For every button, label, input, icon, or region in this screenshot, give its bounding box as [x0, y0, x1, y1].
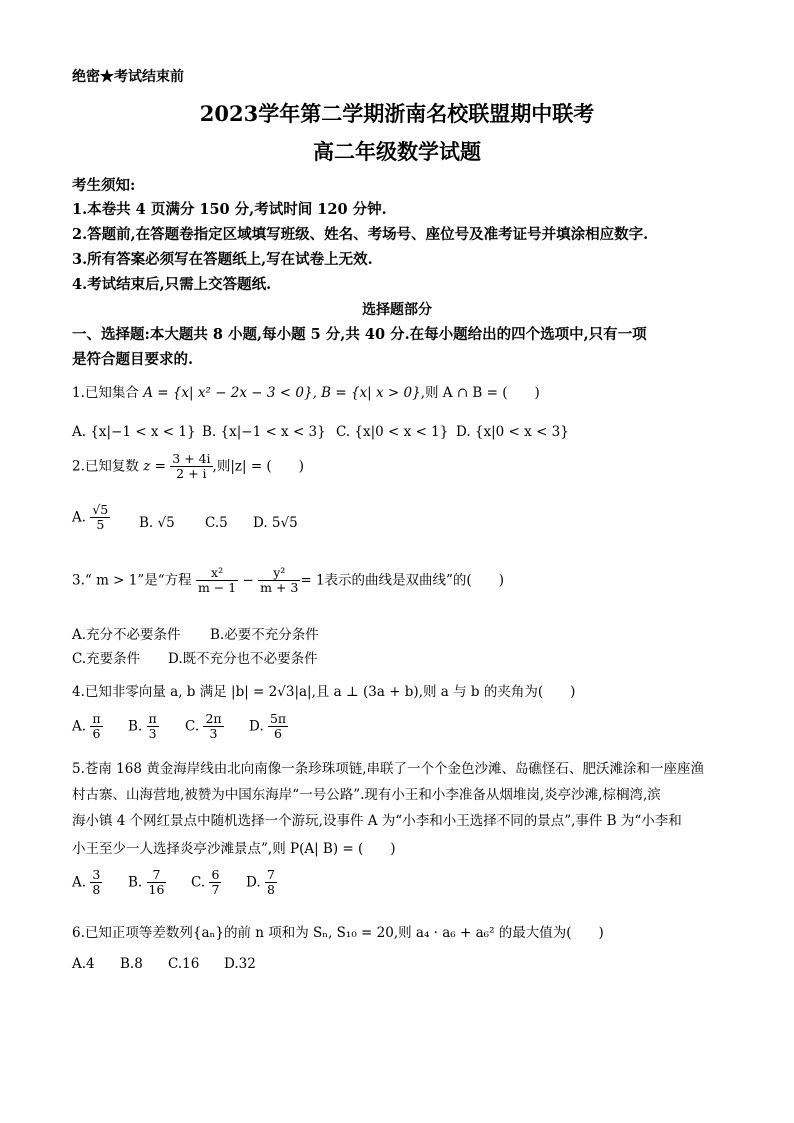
question-2: [72, 452, 304, 482]
q2-option-c: C.5: [205, 515, 228, 531]
notice-heading: 考生须知:: [72, 177, 136, 194]
question-3: [72, 566, 504, 596]
q4-option-c-label: C.: [185, 718, 200, 735]
q5-option-a-num: 3: [92, 867, 101, 882]
q4-option-b-fraction: [147, 712, 159, 742]
q5-option-c: [191, 868, 221, 898]
q5-option-a-label: A.: [72, 874, 87, 891]
q5-option-a-fraction: [90, 868, 102, 898]
q2-lhs: z =: [143, 458, 166, 475]
q2-option-a: [72, 503, 110, 533]
q4-option-a: [72, 712, 103, 742]
q5-option-b-fraction: [147, 868, 167, 898]
section-heading: 一、选择题:本大题共 8 小题,每小题 5 分,共 40 分.在每小题给出的四个选项中,只有一项: [72, 326, 647, 343]
q5-option-c-den: 7: [211, 882, 220, 898]
q4-option-b-num: π: [148, 711, 157, 726]
q3-minus: −: [242, 572, 254, 589]
q1-option-d: D. {x|0 < x < 3}: [456, 424, 569, 440]
q2-option-a-num: √5: [92, 502, 109, 517]
q3-fraction-1: [196, 566, 238, 596]
q3-num-1: x²: [196, 566, 238, 581]
q1-suffix: ,则 A ∩ B = ( ): [420, 385, 540, 401]
q4-option-a-den: 6: [92, 726, 101, 742]
exam-subtitle: 高二年级数学试题: [313, 139, 481, 164]
q5-option-d-num: 7: [266, 867, 275, 882]
q6-option-a: A.4: [72, 956, 95, 972]
q2-fraction: [170, 452, 212, 482]
q5-option-d: [246, 868, 277, 898]
q4-option-c-num: 2π: [205, 711, 222, 726]
q3-prefix: 3.“ m > 1”是“方程: [72, 572, 192, 589]
q2-denominator: 2 + i: [176, 466, 207, 482]
q5-option-b-label: B.: [128, 874, 143, 891]
notice-item: 3.所有答案必须写在答题纸上,写在试卷上无效.: [72, 251, 373, 268]
question-4: 4.已知非零向量 a, b 满足 |b| = 2√3|a|,且 a ⊥ (3a + b),则 a 与 b 的夹角为( ): [72, 684, 576, 700]
q3-option-a: A.充分不必要条件: [72, 627, 181, 643]
q3-suffix: = 1表示的曲线是双曲线”的( ): [300, 572, 504, 589]
q5-option-a-den: 8: [92, 882, 101, 898]
q6-option-d: D.32: [224, 956, 256, 972]
q4-option-b-label: B.: [128, 718, 143, 735]
q5-option-a: [72, 868, 102, 898]
q2-prefix: 2.已知复数: [72, 458, 139, 475]
question-5-line: 5.苍南 168 黄金海岸线由北向南像一条珍珠项链,串联了一个个金色沙滩、岛礁怪石、肥沃滩涂和一座座渔: [72, 761, 705, 777]
q2-option-a-label: A.: [72, 509, 87, 526]
q4-option-c: [185, 712, 224, 742]
q1-option-c: C. {x|0 < x < 1}: [336, 424, 449, 440]
q5-option-d-label: D.: [246, 874, 261, 891]
q1-set-b: , B = {x| x > 0}: [312, 385, 421, 401]
q2-option-a-den: 5: [96, 517, 105, 533]
q5-option-b: [128, 868, 166, 898]
q3-option-d: D.既不充分也不必要条件: [168, 651, 318, 667]
q3-num-2: y²: [258, 566, 300, 581]
q5-option-c-fraction: [209, 868, 221, 898]
q3-den-1: m − 1: [197, 580, 237, 596]
q5-option-b-den: 16: [148, 882, 165, 898]
q1-set-a: A = {x| x² − 2x − 3 < 0}: [143, 385, 313, 401]
q4-option-d: [249, 712, 288, 742]
q2-option-d: D. 5√5: [253, 515, 298, 531]
q4-option-a-fraction: [90, 712, 102, 742]
q4-option-c-den: 3: [209, 726, 218, 742]
question-5-line: 海小镇 4 个网红景点中随机选择一个游玩,设事件 A 为“小李和小王选择不同的景点”,事件 B 为“小李和: [72, 813, 682, 829]
q3-option-b: B.必要不充分条件: [210, 627, 319, 643]
question-1: [72, 381, 540, 401]
q4-option-c-fraction: [203, 712, 223, 742]
notice-item: 2.答题前,在答题卷指定区域填写班级、姓名、考场号、座位号及准考证号并填涂相应数字.: [72, 226, 649, 243]
q1-prefix: 1.已知集合: [72, 385, 139, 401]
part-heading: 选择题部分: [362, 302, 432, 318]
question-5-line: 小王至少一人选择炎亭沙滩景点”,则 P(A| B) = ( ): [72, 841, 396, 857]
q3-den-2: m + 3: [260, 580, 299, 596]
q4-option-d-label: D.: [249, 718, 264, 735]
q5-option-b-num: 7: [147, 868, 167, 883]
q2-option-a-fraction: [90, 503, 110, 533]
q4-option-d-den: 6: [274, 726, 282, 742]
notice-item: 1.本卷共 4 页满分 150 分,考试时间 120 分钟.: [72, 201, 387, 218]
q4-option-b-den: 3: [148, 726, 157, 742]
q4-option-d-num: 5π: [269, 711, 287, 726]
q2-suffix: ,则|z| = ( ): [212, 458, 304, 475]
q1-option-b: B. {x|−1 < x < 3}: [202, 424, 326, 440]
q4-option-a-num: π: [92, 711, 101, 726]
q3-fraction-2: [258, 566, 300, 596]
q5-option-d-fraction: [265, 868, 277, 898]
q2-option-b: B. √5: [139, 515, 175, 531]
notice-item: 4.考试结束后,只需上交答题纸.: [72, 276, 272, 293]
q6-option-c: C.16: [168, 956, 200, 972]
confidential-label: 绝密★考试结束前: [72, 69, 184, 85]
exam-title: 2023学年第二学期浙南名校联盟期中联考: [199, 101, 595, 126]
q5-option-d-den: 8: [266, 882, 275, 898]
q3-option-c: C.充要条件: [72, 651, 141, 667]
q4-option-b: [128, 712, 159, 742]
q4-option-a-label: A.: [72, 718, 87, 735]
q5-option-c-label: C.: [191, 874, 206, 891]
question-5-line: 村古寨、山海营地,被赞为中国东海岸“一号公路”.现有小王和小李准备从烟堆岗,炎亭沙滩,棕榈湾,滨: [72, 787, 661, 803]
q2-numerator: 3 + 4i: [172, 451, 211, 466]
q5-option-c-num: 6: [211, 867, 220, 882]
q6-option-b: B.8: [120, 956, 143, 972]
q1-option-a: A. {x|−1 < x < 1}: [72, 424, 196, 440]
question-6: 6.已知正项等差数列{aₙ}的前 n 项和为 Sₙ, S₁₀ = 20,则 a₄ · a₆ + a₆² 的最大值为( ): [72, 925, 604, 941]
q4-option-d-fraction: [268, 712, 288, 742]
section-heading-cont: 是符合题目要求的.: [72, 351, 194, 368]
